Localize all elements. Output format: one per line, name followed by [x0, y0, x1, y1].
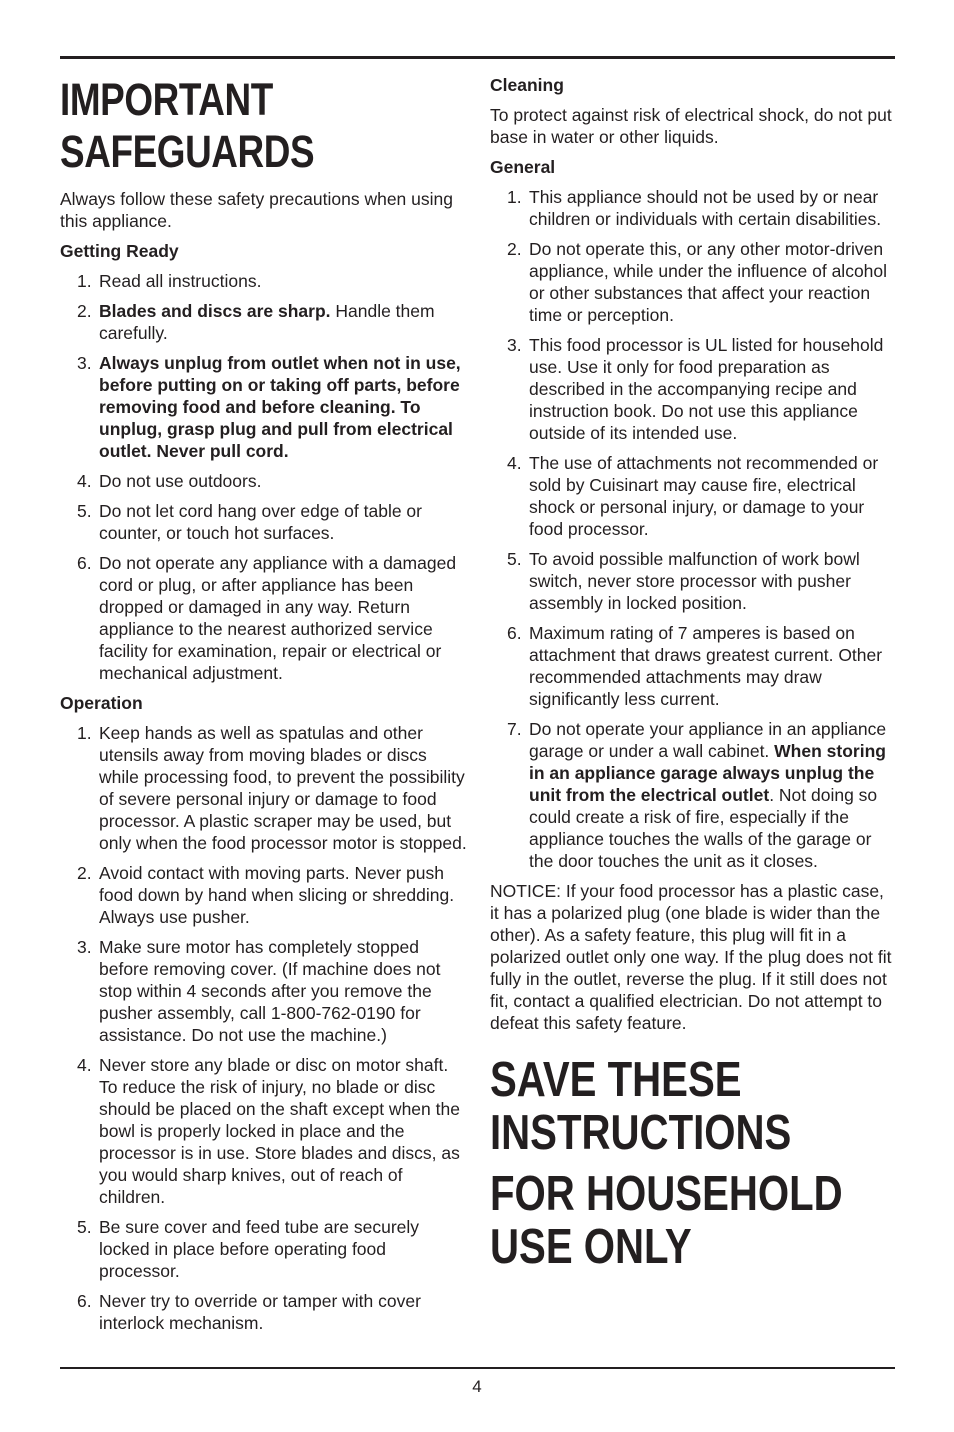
item-number: 6.: [77, 1291, 92, 1311]
item-text: The use of attachments not recommended or sold by Cuisinart may cause fire, electrical shock or personal injury, or damage to your food processor.: [529, 453, 879, 539]
item-number: 3.: [507, 335, 522, 355]
title-line-1: IMPORTANT: [60, 74, 273, 125]
list-item: [490, 452, 894, 540]
item-text: Avoid contact with moving parts. Never push food down by hand when slicing or shredding. Always use pusher.: [99, 863, 455, 927]
operation-list: [60, 722, 468, 1334]
bottom-rule: [60, 1367, 895, 1369]
top-rule: [60, 56, 895, 59]
item-text: Be sure cover and feed tube are securely locked in place before operating food processor.: [99, 1217, 420, 1281]
section-heading-general: General: [490, 157, 556, 177]
list-item: [490, 548, 894, 614]
item-number: 4.: [77, 1055, 92, 1075]
list-item: [60, 500, 468, 544]
item-text: This appliance should not be used by or near children or individuals with certain disabilities.: [529, 187, 882, 229]
cleaning-text: To protect against risk of electrical shock, do not put base in water or other liquids.: [490, 105, 892, 147]
item-text: Keep hands as well as spatulas and other utensils away from moving blades or discs while processing food, to prevent the possibility of severe personal injury or damage to food processor. A plastic scraper may be used, but only when the food processor motor is stopped.: [99, 723, 467, 853]
item-number: 4.: [77, 471, 92, 491]
section-heading-cleaning: Cleaning: [490, 75, 564, 95]
intro-text: Always follow these safety precautions when using this appliance.: [60, 189, 453, 231]
list-item: [60, 352, 468, 462]
household-use-heading: [490, 1167, 843, 1274]
item-number: 5.: [507, 549, 522, 569]
general-list: [490, 186, 894, 872]
list-item: [60, 936, 468, 1046]
list-item: [490, 238, 894, 326]
item-number: 2.: [507, 239, 522, 259]
item-text: Do not operate any appliance with a damaged cord or plug, or after appliance has been dropped or damaged in any way. Return appliance to the nearest authorized service facility for examination, repair or electrical or mechanical adjustment.: [99, 553, 457, 683]
item-number: 6.: [507, 623, 522, 643]
item-text: To avoid possible malfunction of work bowl switch, never store processor with pusher assembly in locked position.: [529, 549, 860, 613]
item-text: Handle them carefully.: [99, 301, 435, 343]
title-line-2: SAFEGUARDS: [60, 126, 315, 177]
list-item: [60, 270, 468, 292]
item-text: Read all instructions.: [99, 271, 262, 291]
item-number: 1.: [77, 271, 92, 291]
left-column: [60, 74, 468, 1334]
list-item: [490, 334, 894, 444]
item-text: This food processor is UL listed for household use. Use it only for food preparation as described in the accompanying recipe and instruction book. Do not use this appliance outside of its intended use.: [529, 335, 884, 443]
item-text: Make sure motor has completely stopped before removing cover. (If machine does not stop within 4 seconds after you remove the pusher assembly, call 1-800-762-0190 for assistance. Do not use the machine.): [99, 937, 441, 1045]
item-bold-text: Blades and discs are sharp.: [99, 301, 331, 321]
household-line-2: USE ONLY: [490, 1220, 692, 1274]
item-bold-text: Always unplug from outlet when not in use, before putting on or taking off parts, before removing food and before cleaning. To unplug, grasp plug and pull from electrical outlet. Never pull cord.: [99, 353, 461, 461]
right-column: [490, 74, 894, 1274]
list-item: [60, 1290, 468, 1334]
item-text: Do not operate your appliance in an appliance garage or under a wall cabinet.: [529, 719, 887, 761]
item-number: 5.: [77, 501, 92, 521]
item-number: 2.: [77, 863, 92, 883]
list-item: [60, 862, 468, 928]
list-item: [490, 622, 894, 710]
household-line-1: FOR HOUSEHOLD: [490, 1167, 843, 1221]
item-number: 1.: [507, 187, 522, 207]
section-heading-operation: Operation: [60, 693, 143, 713]
item-number: 4.: [507, 453, 522, 473]
list-item: [490, 718, 894, 872]
item-number: 1.: [77, 723, 92, 743]
list-item: [490, 186, 894, 230]
item-number: 2.: [77, 301, 92, 321]
item-text: Do not use outdoors.: [99, 471, 262, 491]
list-item: [60, 552, 468, 684]
item-number: 3.: [77, 353, 92, 373]
item-number: 7.: [507, 719, 522, 739]
list-item: [60, 722, 468, 854]
item-number: 5.: [77, 1217, 92, 1237]
list-item: [60, 470, 468, 492]
list-item: [60, 300, 468, 344]
save-instructions-heading: [490, 1054, 821, 1160]
notice-text: NOTICE: If your food processor has a plastic case, it has a polarized plug (one blade is wider than the other). As a safety feature, this plug will fit in a polarized outlet only one way. If the plug does not fit fully in the outlet, reverse the plug. If it still does not fit, contact a qualified electrician. Do not attempt to defeat this safety feature.: [490, 881, 892, 1033]
getting-ready-list: [60, 270, 468, 684]
item-text: Do not let cord hang over edge of table or counter, or touch hot surfaces.: [99, 501, 422, 543]
item-text: Maximum rating of 7 amperes is based on attachment that draws greatest current. Other recommended attachments may draw significantly less current.: [529, 623, 883, 709]
item-number: 6.: [77, 553, 92, 573]
list-item: [60, 1216, 468, 1282]
item-number: 3.: [77, 937, 92, 957]
item-text: Do not operate this, or any other motor-driven appliance, while under the influence of alcohol or other substances that affect your reaction time or perception.: [529, 239, 888, 325]
page-number: 4: [472, 1377, 482, 1396]
section-heading-getting-ready: Getting Ready: [60, 241, 179, 261]
save-line-2: INSTRUCTIONS: [490, 1106, 792, 1160]
item-bold-text: When storing in an appliance garage always unplug the unit from the electrical outlet: [529, 741, 886, 805]
list-item: [60, 1054, 468, 1208]
page-title: [60, 74, 395, 178]
item-text: . Not doing so could create a risk of fire, especially if the appliance touches the walls of the garage or the door touches the unit as it closes.: [529, 785, 878, 871]
save-line-1: SAVE THESE: [490, 1053, 742, 1107]
item-text: Never try to override or tamper with cover interlock mechanism.: [99, 1291, 421, 1333]
item-text: Never store any blade or disc on motor shaft. To reduce the risk of injury, no blade or disc should be placed on the shaft except when the bowl is properly locked in place and the processor is in use. Store blades and discs, as you would sharp knives, out of reach of children.: [99, 1055, 460, 1207]
